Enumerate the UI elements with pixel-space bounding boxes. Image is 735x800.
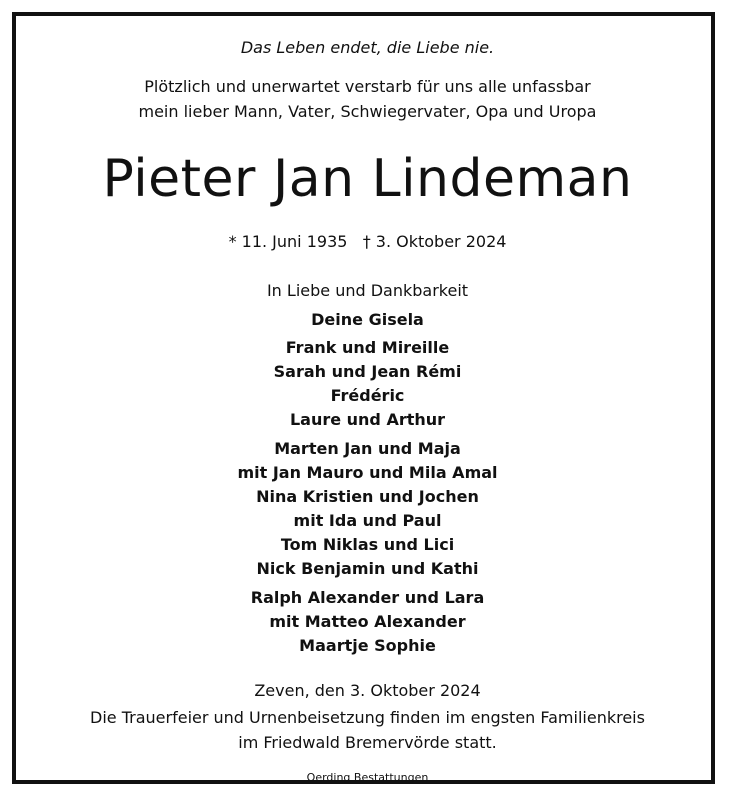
family-line: Ralph Alexander und Lara: [250, 588, 485, 607]
family-line: Maartje Sophie: [299, 636, 436, 655]
intro-line: Plötzlich und unerwartet verstarb für uns alle unfassbar: [144, 77, 591, 96]
family-line: Marten Jan und Maja: [274, 439, 461, 458]
life-dates: * 11. Juni 1935 † 3. Oktober 2024: [228, 232, 507, 251]
motto: Das Leben endet, die Liebe nie.: [240, 38, 495, 57]
intro-line: mein lieber Mann, Vater, Schwiegervater, Opa und Uropa: [138, 102, 597, 121]
family-line: mit Ida und Paul: [293, 511, 442, 530]
place-date: Zeven, den 3. Oktober 2024: [254, 681, 481, 700]
family-line: Sarah und Jean Rémi: [273, 362, 462, 381]
family-line: Deine Gisela: [311, 310, 424, 329]
ceremony-line: Die Trauerfeier und Urnenbeisetzung finden im engsten Familienkreis: [90, 708, 645, 727]
family-line: Nina Kristien und Jochen: [256, 487, 479, 506]
family-line: mit Matteo Alexander: [269, 612, 466, 631]
undertaker-credit: Oerding Bestattungen: [306, 771, 429, 784]
family-line: Laure und Arthur: [289, 410, 446, 429]
family-line: Tom Niklas und Lici: [280, 535, 455, 554]
dedication: In Liebe und Dankbarkeit: [266, 281, 469, 300]
deceased-name: Pieter Jan Lindeman: [102, 149, 633, 209]
family-line: Frank und Mireille: [285, 338, 450, 357]
family-line: mit Jan Mauro und Mila Amal: [237, 463, 498, 482]
family-line: Nick Benjamin und Kathi: [256, 559, 479, 578]
family-line: Frédéric: [330, 386, 405, 405]
ceremony-line: im Friedwald Bremervörde statt.: [238, 733, 497, 752]
